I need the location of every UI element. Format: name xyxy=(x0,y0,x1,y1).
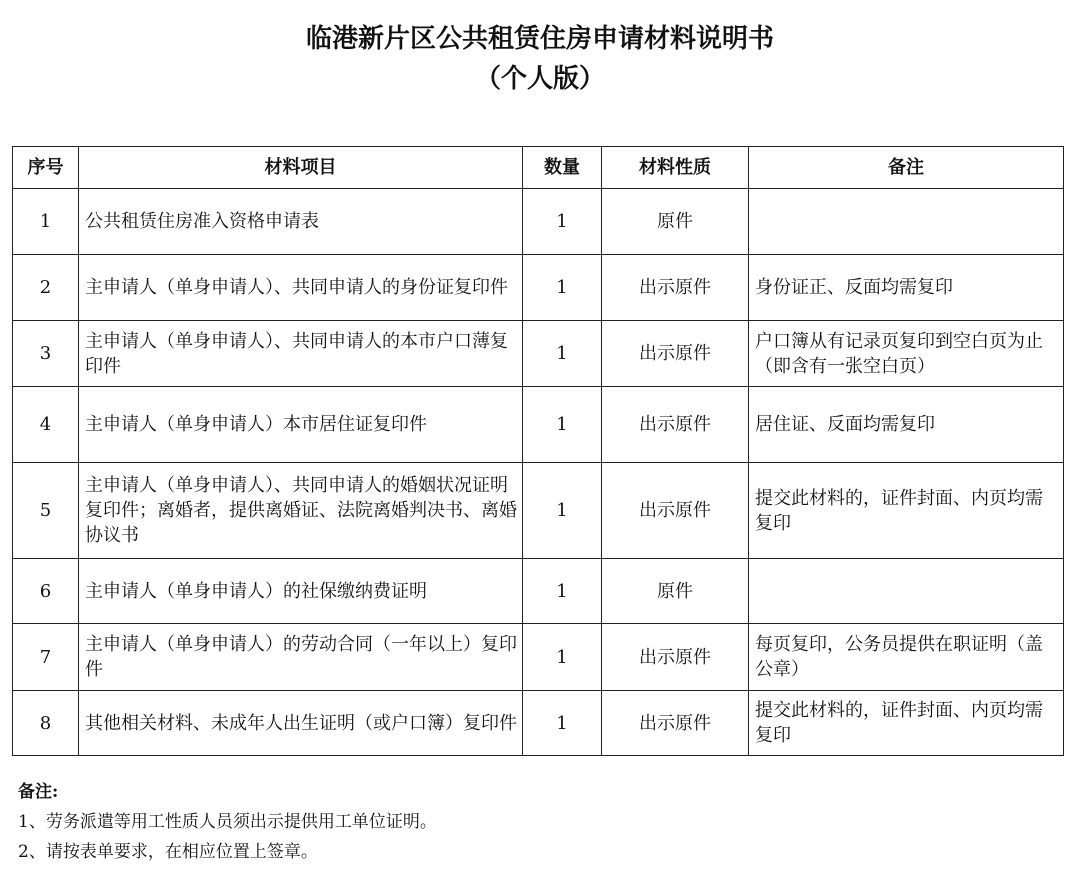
table-row xyxy=(13,387,1064,463)
row-no: 3 xyxy=(13,321,79,387)
row-nature: 出示原件 xyxy=(602,321,749,387)
row-qty: 1 xyxy=(523,255,602,321)
row-item: 主申请人（单身申请人）、共同申请人的身份证复印件 xyxy=(79,255,523,321)
row-no: 6 xyxy=(13,559,79,624)
row-note: 身份证正、反面均需复印 xyxy=(749,255,1064,321)
row-nature: 出示原件 xyxy=(602,255,749,321)
row-nature: 出示原件 xyxy=(602,463,749,559)
table-row xyxy=(13,463,1064,559)
row-qty: 1 xyxy=(523,691,602,756)
table-header-row xyxy=(13,147,1064,189)
row-qty: 1 xyxy=(523,559,602,624)
row-item: 主申请人（单身申请人）的社保缴纳费证明 xyxy=(79,559,523,624)
row-item: 主申请人（单身申请人）、共同申请人的婚姻状况证明复印件；离婚者，提供离婚证、法院离婚判决书、离婚协议书 xyxy=(79,463,523,559)
row-nature: 原件 xyxy=(602,559,749,624)
row-item: 主申请人（单身申请人）本市居住证复印件 xyxy=(79,387,523,463)
row-note: 居住证、反面均需复印 xyxy=(749,387,1064,463)
row-note: 提交此材料的，证件封面、内页均需复印 xyxy=(749,691,1064,756)
row-no: 1 xyxy=(13,189,79,255)
header-nature: 材料性质 xyxy=(602,147,749,189)
row-note: 户口簿从有记录页复印到空白页为止（即含有一张空白页） xyxy=(749,321,1064,387)
table-row xyxy=(13,255,1064,321)
row-item: 主申请人（单身申请人）、共同申请人的本市户口薄复印件 xyxy=(79,321,523,387)
page-title: 临港新片区公共租赁住房申请材料说明书 xyxy=(305,24,774,54)
row-no: 5 xyxy=(13,463,79,559)
row-item: 其他相关材料、未成年人出生证明（或户口簿）复印件 xyxy=(79,691,523,756)
header-item: 材料项目 xyxy=(79,147,523,189)
table-row xyxy=(13,189,1064,255)
row-note: 每页复印，公务员提供在职证明（盖公章） xyxy=(749,624,1064,691)
row-nature: 原件 xyxy=(602,189,749,255)
row-no: 4 xyxy=(13,387,79,463)
row-qty: 1 xyxy=(523,463,602,559)
row-qty: 1 xyxy=(523,624,602,691)
row-nature: 出示原件 xyxy=(602,691,749,756)
table-row xyxy=(13,321,1064,387)
row-nature: 出示原件 xyxy=(602,624,749,691)
row-no: 7 xyxy=(13,624,79,691)
materials-table xyxy=(12,146,1064,756)
row-note xyxy=(749,559,1064,624)
header-no: 序号 xyxy=(13,147,79,189)
row-note xyxy=(749,189,1064,255)
table-row xyxy=(13,624,1064,691)
page-subtitle: （个人版） xyxy=(474,64,605,94)
row-qty: 1 xyxy=(523,321,602,387)
table-row xyxy=(13,559,1064,624)
row-qty: 1 xyxy=(523,387,602,463)
row-nature: 出示原件 xyxy=(602,387,749,463)
header-qty: 数量 xyxy=(523,147,602,189)
row-item: 主申请人（单身申请人）的劳动合同（一年以上）复印件 xyxy=(79,624,523,691)
row-item: 公共租赁住房准入资格申请表 xyxy=(79,189,523,255)
footnote-item: 1、劳务派遣等用工性质人员须出示提供用工单位证明。 xyxy=(18,812,437,832)
row-no: 2 xyxy=(13,255,79,321)
row-note: 提交此材料的，证件封面、内页均需复印 xyxy=(749,463,1064,559)
row-qty: 1 xyxy=(523,189,602,255)
row-no: 8 xyxy=(13,691,79,756)
footnote-heading: 备注: xyxy=(18,782,59,802)
table-row xyxy=(13,691,1064,756)
header-note: 备注 xyxy=(749,147,1064,189)
footnote-item: 2、请按表单要求，在相应位置上签章。 xyxy=(18,842,318,862)
